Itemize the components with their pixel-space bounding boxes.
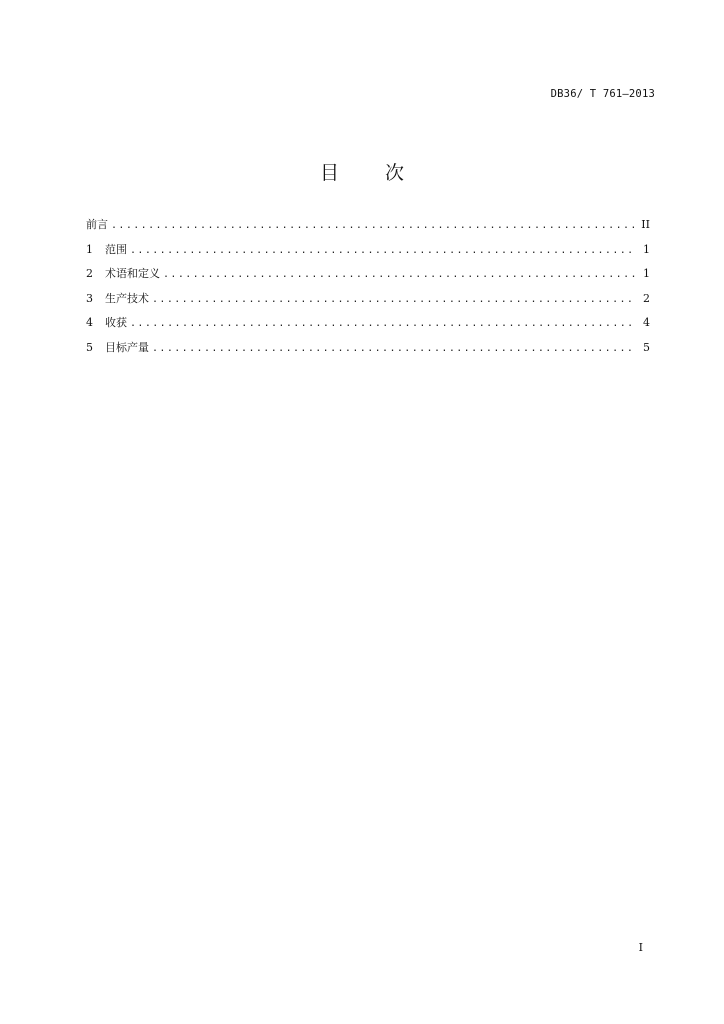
toc-entry-label: 术语和定义: [105, 267, 160, 280]
toc-entry-terms[interactable]: [86, 265, 650, 290]
toc-leader-dots: [152, 343, 636, 354]
toc-leader-dots: [111, 220, 635, 231]
toc-entry-foreword[interactable]: [86, 216, 650, 241]
toc-entry-production[interactable]: [86, 290, 650, 315]
table-of-contents: [86, 216, 650, 363]
toc-title: 目 次: [319, 162, 425, 184]
toc-entry-number: 5: [86, 340, 93, 354]
toc-entry-page: 2: [643, 291, 650, 305]
toc-entry-page: 4: [643, 316, 650, 329]
toc-entry-number: 2: [86, 267, 93, 280]
toc-leader-dots: [152, 294, 636, 305]
page-number: I: [638, 941, 643, 954]
document-code: DB36/ T 761—2013: [550, 88, 655, 100]
toc-leader-dots: [130, 245, 636, 256]
toc-entry-label: 前言: [86, 218, 108, 231]
toc-entry-number: 3: [86, 291, 93, 305]
toc-entry-page: 1: [643, 242, 650, 256]
toc-entry-page: II: [641, 218, 650, 231]
toc-entry-scope[interactable]: [86, 241, 650, 266]
toc-entry-page: 5: [643, 340, 650, 354]
toc-entry-harvest[interactable]: [86, 314, 650, 339]
toc-leader-dots: [130, 318, 636, 329]
toc-entry-label: 收获: [105, 316, 127, 329]
toc-entry-target-yield[interactable]: [86, 339, 650, 364]
toc-entry-page: 1: [643, 267, 650, 280]
toc-entry-number: 4: [86, 316, 93, 329]
toc-entry-number: 1: [86, 242, 93, 256]
toc-leader-dots: [163, 269, 636, 280]
toc-entry-label: 生产技术: [105, 291, 149, 305]
toc-entry-label: 范围: [105, 242, 127, 256]
toc-entry-label: 目标产量: [105, 340, 149, 354]
